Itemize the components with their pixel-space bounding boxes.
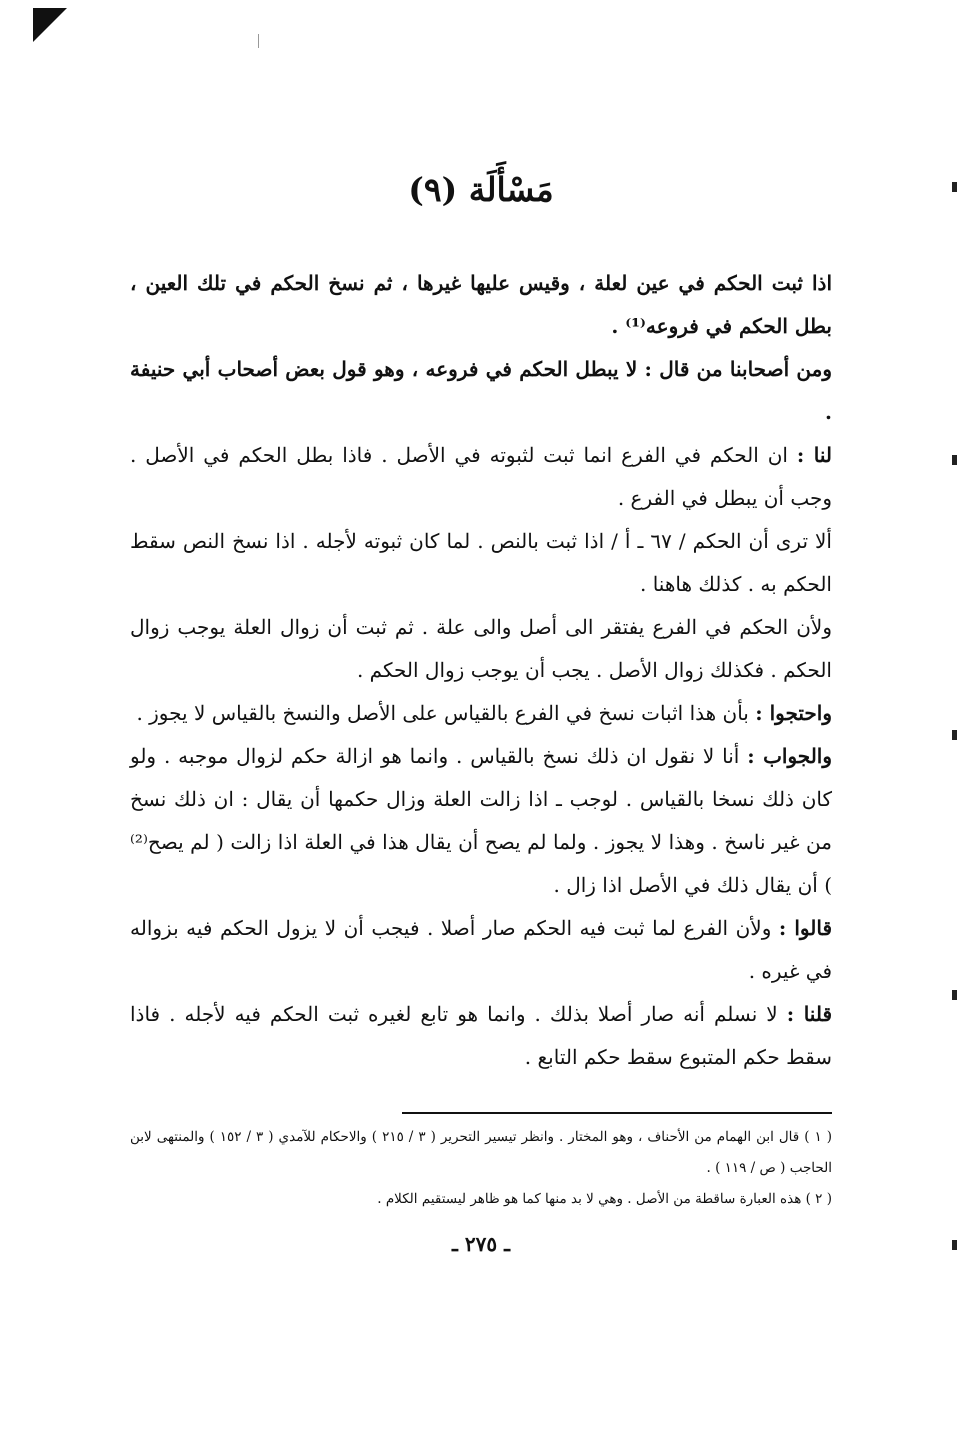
footnote-1: ( ١ ) قال ابن الهمام من الأحناف ، وهو المختار . وانظر تيسير التحرير ( ٣ / ٢١٥ ) والاحكام للآمدي ( ٣ / ١٥٢ ) والمنتهى لابن الحاجب ( ص / ١١٩ ) . [130, 1129, 832, 1176]
paragraph-9: قلنا : لا نسلم أنه صار أصلا بذلك . وانما هو تابع لغيره ثبت الحكم فيه لأجله . فاذا سقط حكم المتبوع سقط حكم التابع . [130, 1002, 833, 1069]
paragraph-3: لنا : ان الحكم في الفرع انما ثبت لثبوته في الأصل . فاذا بطل الحكم في الأصل . وجب أن يبطل في الفرع . [130, 443, 832, 510]
paragraph-lead: لنا : [796, 443, 832, 467]
paragraph-2: ومن أصحابنا من قال : لا يبطل الحكم في فروعه ، وهو قول بعض أصحاب أبي حنيفة . [130, 357, 832, 424]
edge-mark [952, 730, 957, 740]
paragraph-lead: قالوا : [778, 916, 833, 940]
edge-mark [952, 182, 957, 192]
paragraph-lead: والجواب : [747, 744, 833, 768]
paragraph-7: والجواب : أنا لا نقول ان ذلك نسخ بالقياس . وانما هو ازالة حكم لزوال موجبه . ولو كان ذلك نسخا بالقياس . لوجب ـ اذا زالت العلة وزال حكمها أن يقال : ان ذلك نسخ من غير ناسخ . وهذا لا يجوز . ولما لم يصح أن يقال هذا في العلة اذا زالت ( لم يصح⁽²⁾ ) أن يقال ذلك في الأصل اذا زال . [130, 744, 833, 897]
paragraph-5: ولأن الحكم في الفرع يفتقر الى أصل والى علة . ثم ثبت أن زوال العلة يوجب زوال الحكم . فكذلك زوال الأصل . يجب أن يوجب زوال الحكم . [130, 615, 832, 682]
section-heading: مَسْأَلَة (٩) [408, 170, 554, 209]
page [130, 0, 832, 1430]
paragraph-1: اذا ثبت الحكم في عين لعلة ، وقيس عليها غيرها ، ثم نسخ الحكم في تلك العين ، بطل الحكم في فروعه⁽¹⁾ . [130, 271, 832, 338]
edge-mark [952, 990, 957, 1000]
paragraph-8: قالوا : ولأن الفرع لما ثبت فيه الحكم صار أصلا . فيجب أن لا يزول الحكم فيه بزواله في غيره . [130, 916, 833, 983]
paragraph-4: ألا ترى أن الحكم / ٦٧ ـ أ / اذا ثبت بالنص . لما كان ثبوته لأجله . اذا نسخ النص سقط الحكم به . كذلك هاهنا . [130, 529, 832, 596]
corner-mark [33, 8, 67, 42]
page-number: ـ ٢٧٥ ـ [452, 1232, 510, 1256]
footnote-2: ( ٢ ) هذه العبارة ساقطة من الأصل . وهي لا بد منها كما هو ظاهر ليستقيم الكلام . [377, 1191, 832, 1207]
paragraph-6: واحتجوا : بأن هذا اثبات نسخ في الفرع بالقياس على الأصل والنسخ بالقياس لا يجوز . [136, 701, 832, 725]
edge-mark [952, 1240, 957, 1250]
footnote-divider [402, 1112, 832, 1114]
footnotes [130, 1122, 832, 1215]
edge-mark [952, 455, 957, 465]
paragraph-lead: واحتجوا : [755, 701, 832, 725]
paragraph-lead: قلنا : [786, 1002, 833, 1026]
body-text [130, 262, 832, 1079]
